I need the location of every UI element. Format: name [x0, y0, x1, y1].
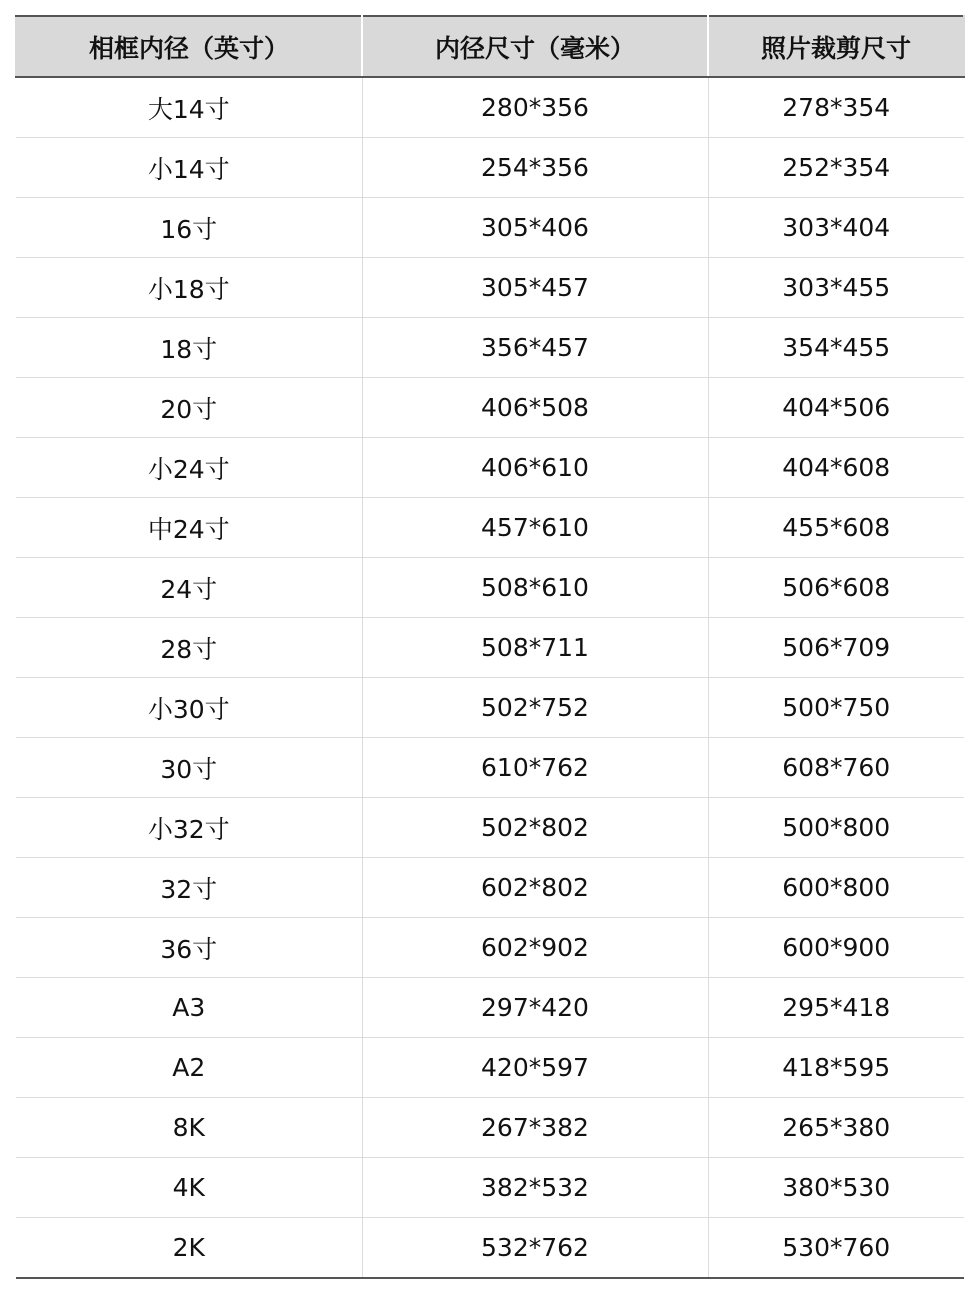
- frame-size-cell: 20寸: [16, 378, 362, 438]
- frame-size-cell: 4K: [16, 1158, 362, 1218]
- frame-size-cell: 中24寸: [16, 498, 362, 558]
- table-row: [16, 738, 964, 798]
- table-row: [16, 1218, 964, 1279]
- table-row: [16, 558, 964, 618]
- crop-size-cell: 404*608: [708, 438, 964, 498]
- inner-size-cell: 502*752: [362, 678, 708, 738]
- inner-size-cell: 305*406: [362, 198, 708, 258]
- frame-size-cell: 小14寸: [16, 138, 362, 198]
- crop-size-cell: 455*608: [708, 498, 964, 558]
- frame-size-cell: 小24寸: [16, 438, 362, 498]
- crop-size-cell: 600*900: [708, 918, 964, 978]
- frame-size-cell: 36寸: [16, 918, 362, 978]
- table-row: [16, 378, 964, 438]
- inner-size-cell: 406*610: [362, 438, 708, 498]
- frame-size-cell: A3: [16, 978, 362, 1038]
- header-inner-size-mm: 内径尺寸（毫米）: [362, 16, 708, 77]
- crop-size-cell: 354*455: [708, 318, 964, 378]
- inner-size-cell: 420*597: [362, 1038, 708, 1098]
- inner-size-cell: 508*711: [362, 618, 708, 678]
- frame-size-cell: 24寸: [16, 558, 362, 618]
- table-header: [16, 16, 964, 77]
- table-row: [16, 918, 964, 978]
- crop-size-cell: 278*354: [708, 77, 964, 138]
- inner-size-cell: 532*762: [362, 1218, 708, 1279]
- inner-size-cell: 305*457: [362, 258, 708, 318]
- table-row: [16, 618, 964, 678]
- inner-size-cell: 382*532: [362, 1158, 708, 1218]
- crop-size-cell: 500*800: [708, 798, 964, 858]
- crop-size-cell: 265*380: [708, 1098, 964, 1158]
- header-photo-crop-size: 照片裁剪尺寸: [708, 16, 964, 77]
- crop-size-cell: 404*506: [708, 378, 964, 438]
- crop-size-cell: 303*455: [708, 258, 964, 318]
- table-row: [16, 1158, 964, 1218]
- crop-size-cell: 303*404: [708, 198, 964, 258]
- crop-size-cell: 506*608: [708, 558, 964, 618]
- table-row: [16, 1038, 964, 1098]
- inner-size-cell: 602*902: [362, 918, 708, 978]
- table-row: [16, 978, 964, 1038]
- frame-size-cell: A2: [16, 1038, 362, 1098]
- table-row: [16, 498, 964, 558]
- inner-size-cell: 356*457: [362, 318, 708, 378]
- table-row: [16, 198, 964, 258]
- frame-size-cell: 小32寸: [16, 798, 362, 858]
- header-frame-inner-size: 相框内径（英寸）: [16, 16, 362, 77]
- table-row: [16, 678, 964, 738]
- inner-size-cell: 254*356: [362, 138, 708, 198]
- inner-size-cell: 297*420: [362, 978, 708, 1038]
- table-row: [16, 138, 964, 198]
- inner-size-cell: 508*610: [362, 558, 708, 618]
- crop-size-cell: 506*709: [708, 618, 964, 678]
- table-row: [16, 798, 964, 858]
- inner-size-cell: 502*802: [362, 798, 708, 858]
- inner-size-cell: 457*610: [362, 498, 708, 558]
- table-row: [16, 438, 964, 498]
- table-row: [16, 77, 964, 138]
- crop-size-cell: 608*760: [708, 738, 964, 798]
- inner-size-cell: 602*802: [362, 858, 708, 918]
- table-body: [16, 77, 964, 1278]
- inner-size-cell: 280*356: [362, 77, 708, 138]
- frame-size-cell: 18寸: [16, 318, 362, 378]
- crop-size-cell: 295*418: [708, 978, 964, 1038]
- frame-size-table: [15, 15, 965, 1279]
- crop-size-cell: 530*760: [708, 1218, 964, 1279]
- table-row: [16, 318, 964, 378]
- crop-size-cell: 500*750: [708, 678, 964, 738]
- frame-size-cell: 小18寸: [16, 258, 362, 318]
- inner-size-cell: 267*382: [362, 1098, 708, 1158]
- crop-size-cell: 418*595: [708, 1038, 964, 1098]
- frame-size-cell: 小30寸: [16, 678, 362, 738]
- table-row: [16, 1098, 964, 1158]
- inner-size-cell: 610*762: [362, 738, 708, 798]
- crop-size-cell: 380*530: [708, 1158, 964, 1218]
- inner-size-cell: 406*508: [362, 378, 708, 438]
- table-row: [16, 258, 964, 318]
- header-row: [16, 16, 964, 77]
- frame-size-cell: 2K: [16, 1218, 362, 1279]
- frame-size-cell: 大14寸: [16, 77, 362, 138]
- crop-size-cell: 252*354: [708, 138, 964, 198]
- table-row: [16, 858, 964, 918]
- crop-size-cell: 600*800: [708, 858, 964, 918]
- frame-size-cell: 32寸: [16, 858, 362, 918]
- frame-size-cell: 8K: [16, 1098, 362, 1158]
- frame-size-cell: 16寸: [16, 198, 362, 258]
- frame-size-cell: 30寸: [16, 738, 362, 798]
- frame-size-cell: 28寸: [16, 618, 362, 678]
